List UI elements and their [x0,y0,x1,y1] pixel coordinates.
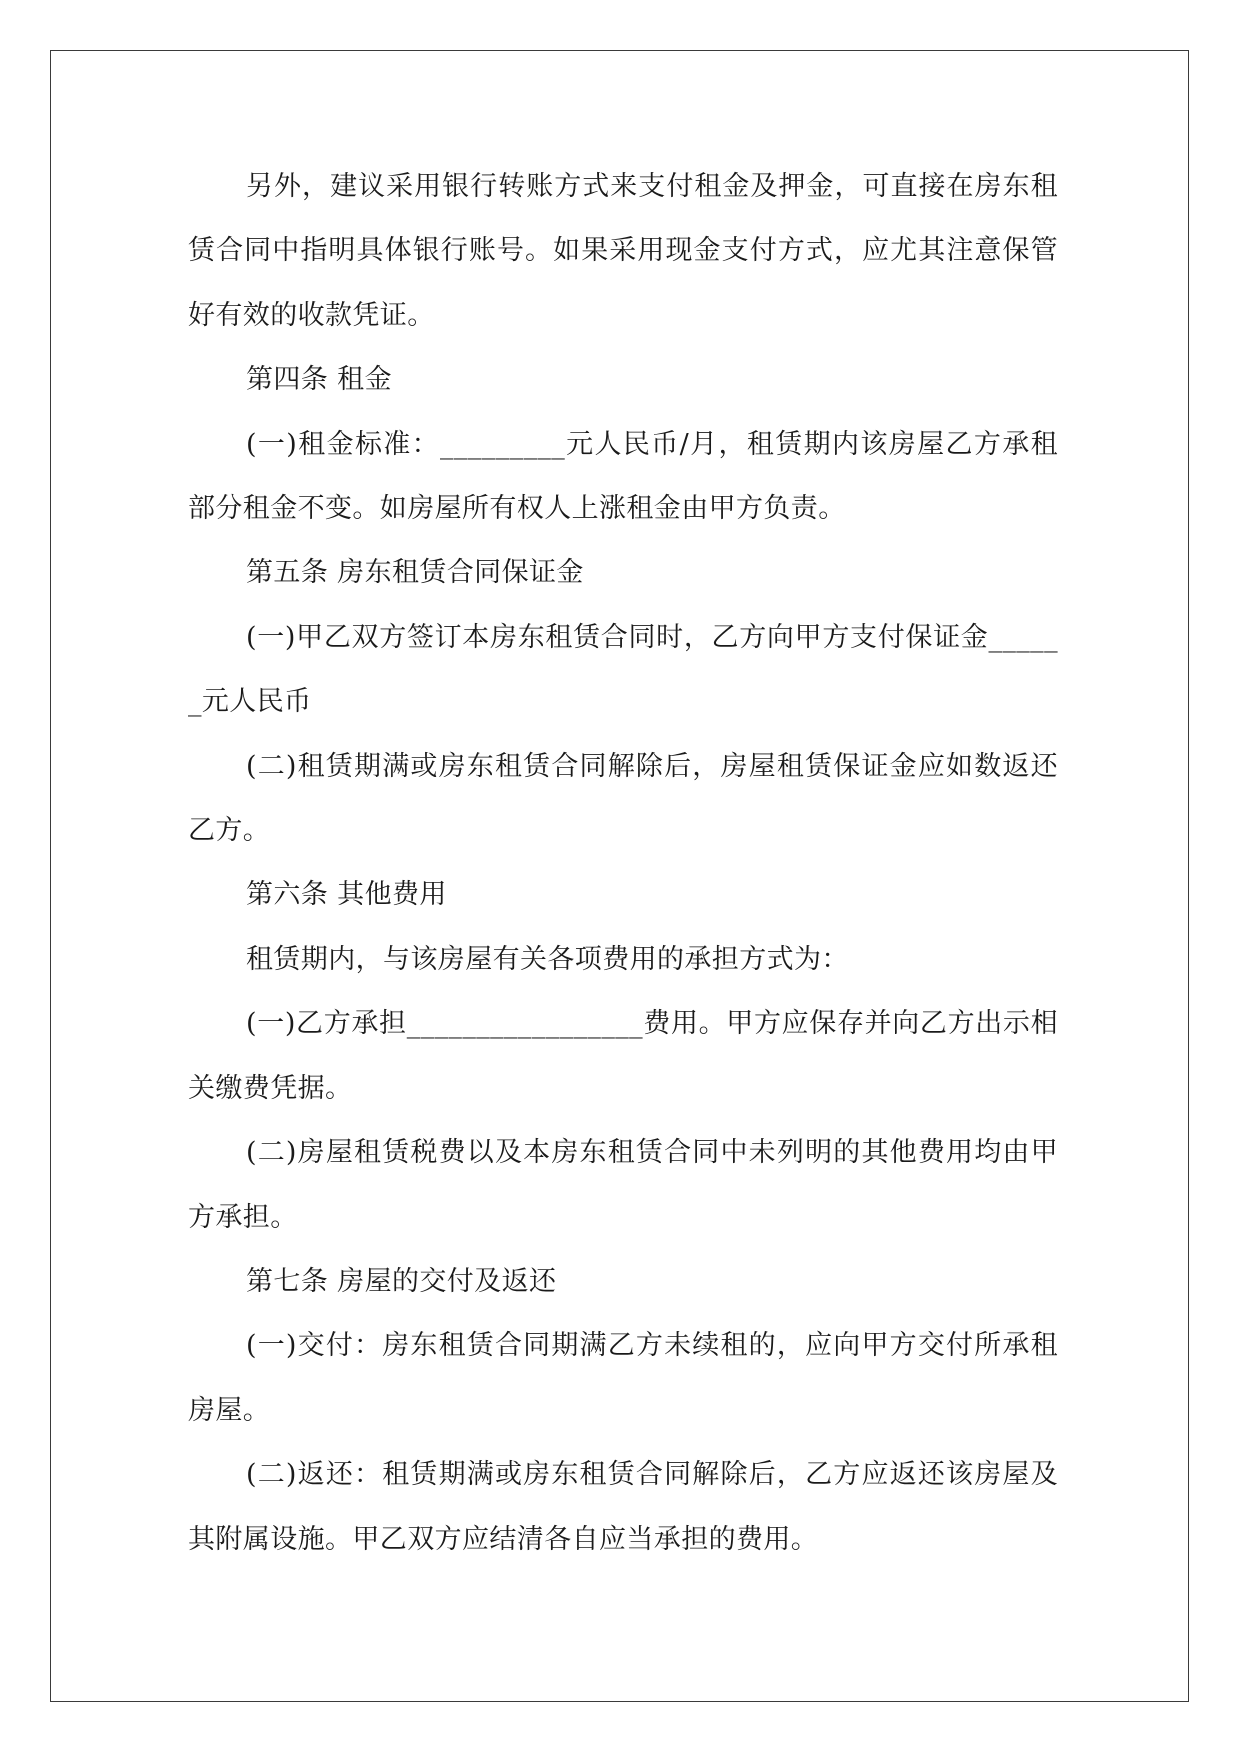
heading-article-6-other-fees: 第六条 其他费用 [246,879,447,911]
paragraph-fees-intro: 租赁期内，与该房屋有关各项费用的承担方式为： [246,943,849,975]
heading-article-5-deposit: 第五条 房东租赁合同保证金 [246,557,584,589]
paragraph-fees-party-b: (一)乙方承担_________________费用。甲方应保存并向乙方出示相关缴费凭据。 [188,1008,1058,1104]
heading-article-4-rent: 第四条 租金 [246,364,392,396]
paragraph-fees-party-a: (二)房屋租赁税费以及本房东租赁合同中未列明的其他费用均由甲方承担。 [188,1137,1058,1233]
paragraph-deposit-return: (二)租赁期满或房东租赁合同解除后，房屋租赁保证金应如数返还乙方。 [188,750,1058,847]
paragraph-return: (二)返还：租赁期满或房东租赁合同解除后，乙方应返还该房屋及其附属设施。甲乙双方应结清各自应当承担的费用。 [188,1459,1058,1555]
paragraph-delivery: (一)交付：房东租赁合同期满乙方未续租的，应向甲方交付所承租房屋。 [188,1330,1058,1426]
paragraph-payment-advice: 另外，建议采用银行转账方式来支付租金及押金，可直接在房东租赁合同中指明具体银行账号。如果采用现金支付方式，应尤其注意保管好有效的收款凭证。 [188,171,1058,331]
paragraph-rent-standard: (一)租金标准：_________元人民币/月，租赁期内该房屋乙方承租部分租金不变。如房屋所有权人上涨租金由甲方负责。 [188,428,1058,525]
document-body [188,155,1058,1572]
heading-article-7-delivery-return: 第七条 房屋的交付及返还 [246,1265,557,1297]
paragraph-deposit-payment: (一)甲乙双方签订本房东租赁合同时，乙方向甲方支付保证金______元人民币 [188,621,1058,718]
